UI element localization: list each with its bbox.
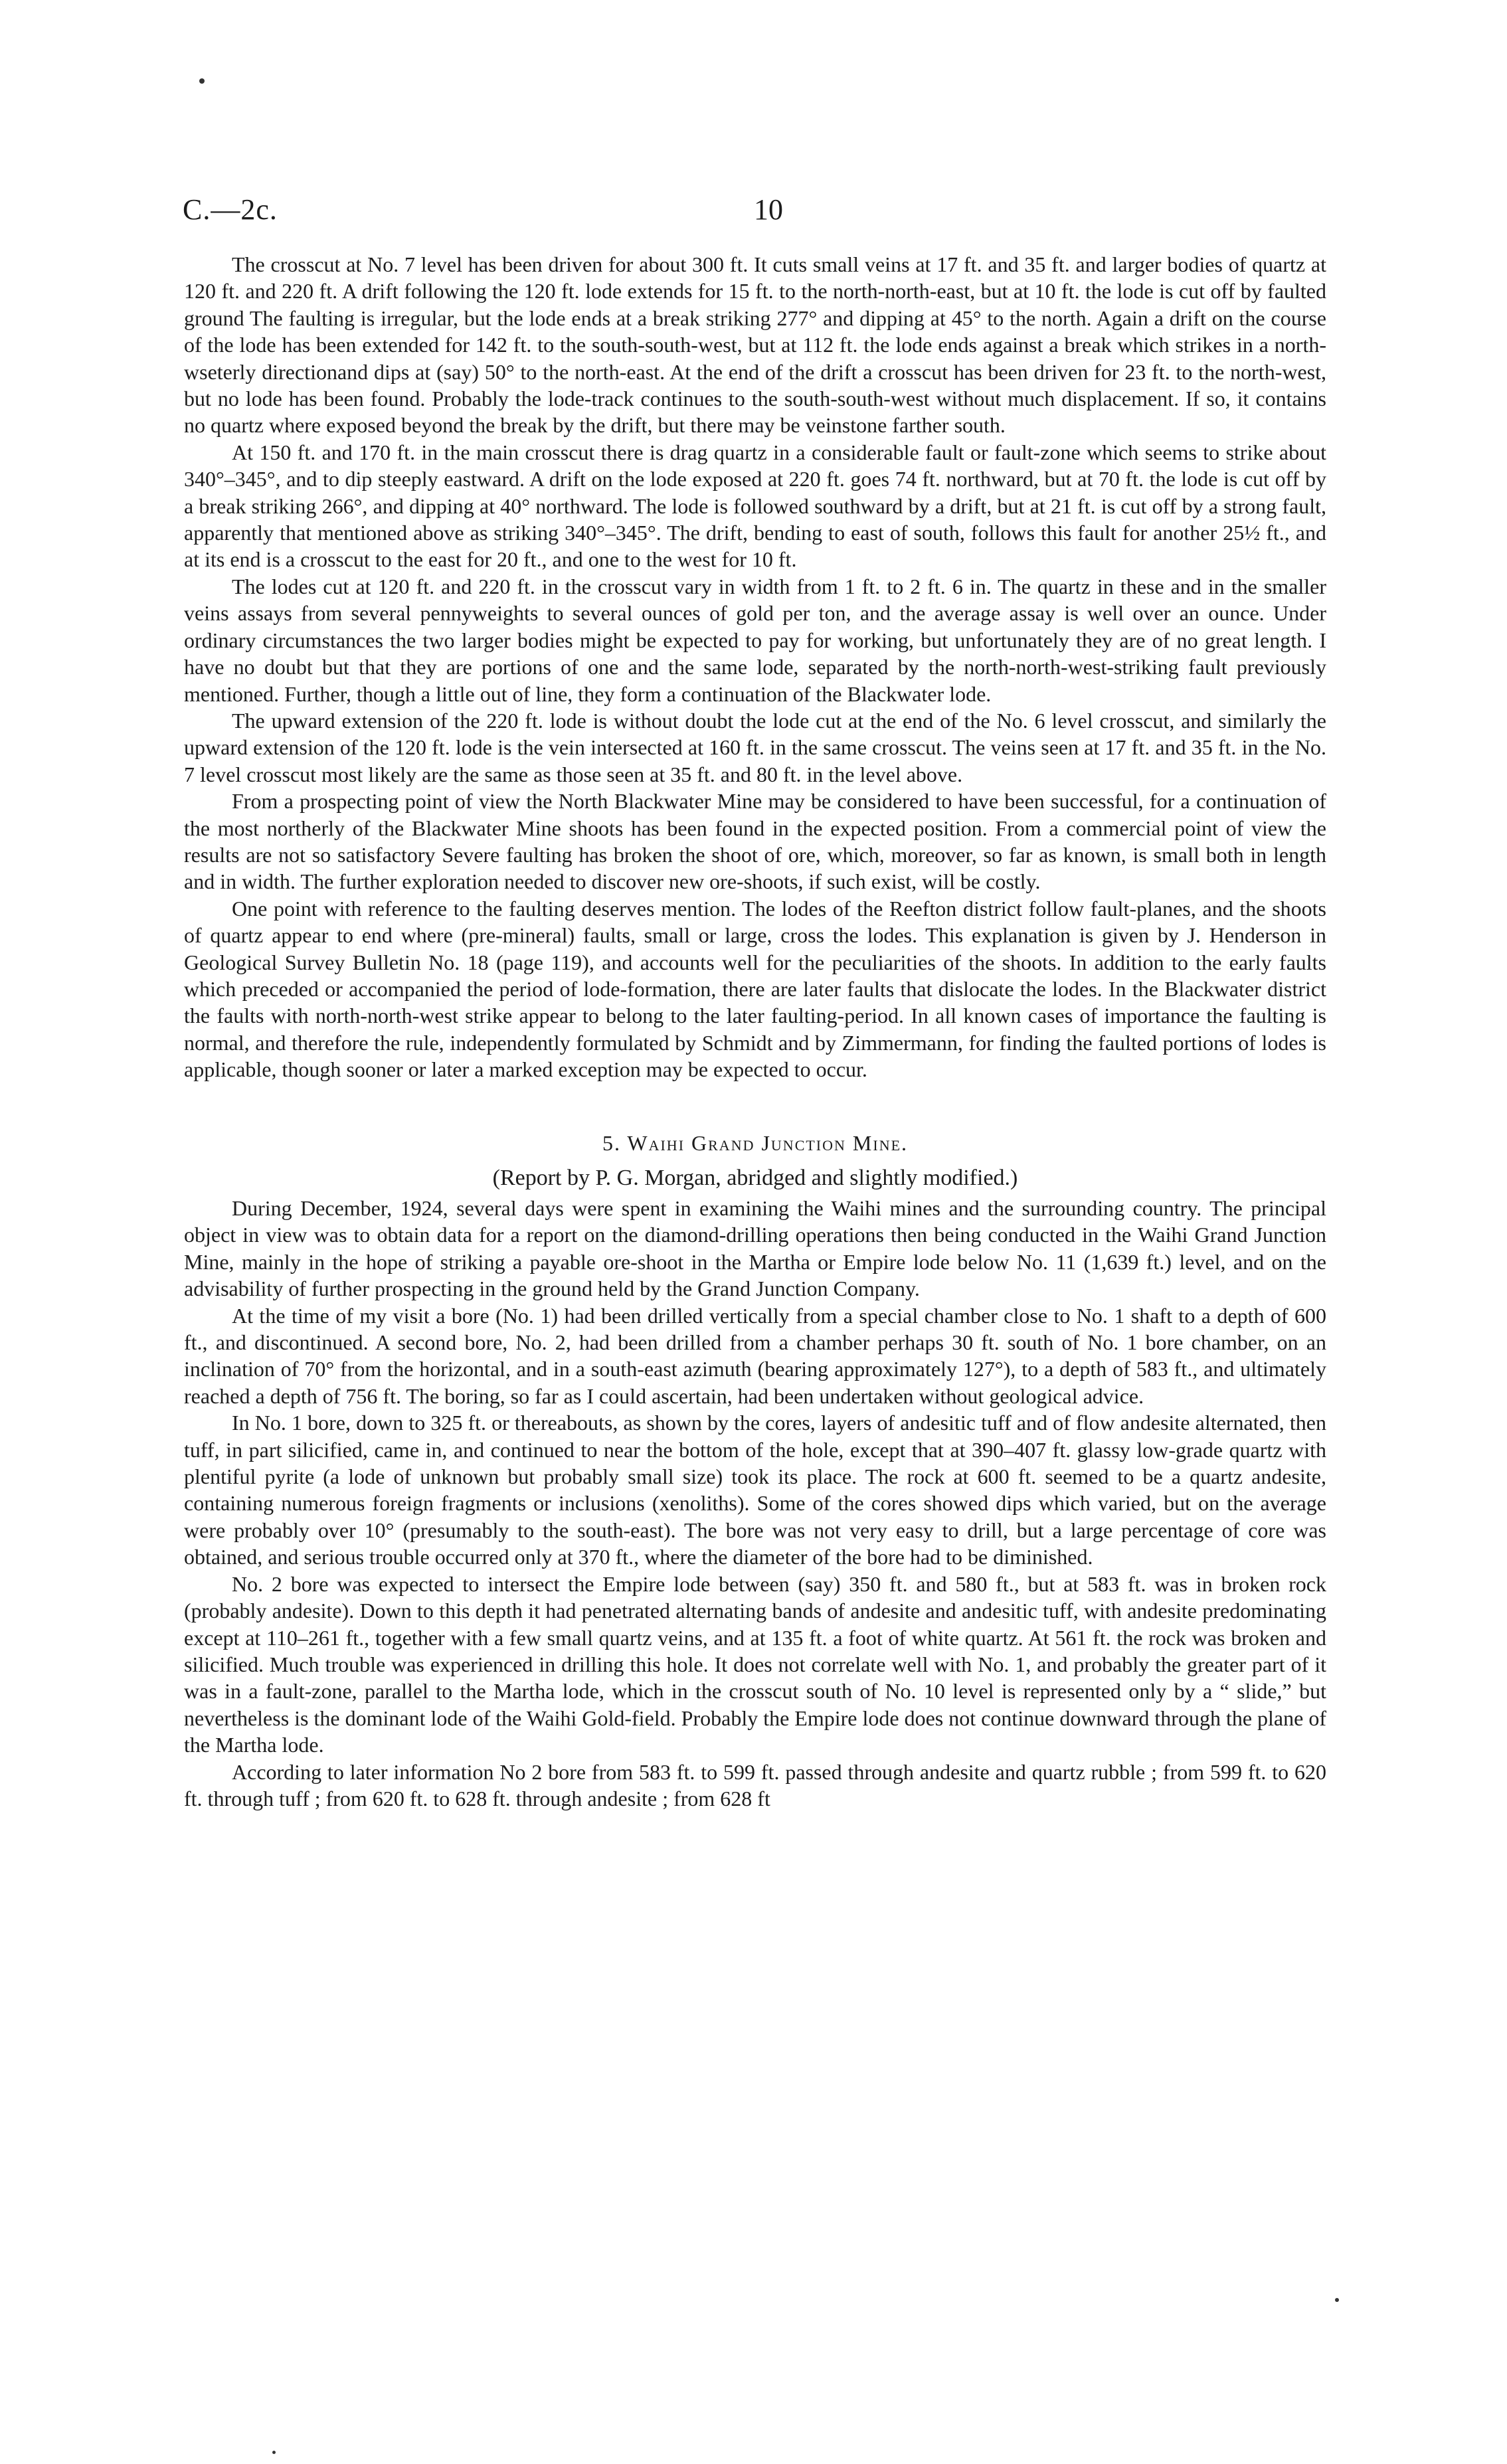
paragraph: During December, 1924, several days were spent in examining the Waihi mines and the surrounding country. The principal object in view was to obtain data for a report on the diamond-drilling operations then being conducted in the Waihi Grand Junction Mine, mainly in the hope of striking a payable ore-shoot in the Martha or Empire lode below No. 11 (1,639 ft.) level, and on the advisability of further prospecting in the ground held by the Grand Junction Company. [184, 1196, 1326, 1301]
paragraph: From a prospecting point of view the North Blackwater Mine may be considered to have been successful, for a continuation of the most northerly of the Blackwater Mine shoots has been found in the expected position. From a commercial point of view the results are not so satisfactory Severe faulting has broken the shoot of ore, which, moreover, so far as known, is small both in length and in width. The further exploration needed to discover new ore-shoots, if such exist, will be costly. [184, 789, 1326, 894]
section-title: 5. Waihi Grand Junction Mine. [602, 1130, 909, 1155]
paragraph: The crosscut at No. 7 level has been driven for about 300 ft. It cuts small veins at 17 ft. and 35 ft. and larger bodies of quartz at 120 ft. and 220 ft. A drift following the 120 ft. lode extends for 15 ft. to the north-north-east, but at 10 ft. the lode is cut off by faulted ground The faulting is irregular, but the lode ends at a break striking 277° and dipping at 45° to the north. Again a drift on the course of the lode has been extended for 142 ft. to the south-south-west, but at 112 ft. the lode ends against a break which strikes in a north-wseterly directionand dips at (say) 50° to the north-east. At the end of the drift a crosscut has been driven for 23 ft. to the north-west, but no lode has been found. Probably the lode-track continues to the south-south-west without much displacement. If so, it contains no quartz where exposed beyond the break by the drift, but there may be veinstone farther south. [184, 252, 1326, 438]
section-subtitle: (Report by P. G. Morgan, abridged and slightly modified.) [492, 1166, 1018, 1190]
paragraph: The upward extension of the 220 ft. lode is without doubt the lode cut at the end of the No. 6 level crosscut, and similarly the upward extension of the 120 ft. lode is the vein intersected at 160 ft. in the same crosscut. The veins seen at 17 ft. and 35 ft. in the No. 7 level crosscut most likely are the same as those seen at 35 ft. and 80 ft. in the level above. [184, 708, 1326, 786]
margin-dot-top [199, 78, 205, 84]
paragraph: One point with reference to the faulting deserves mention. The lodes of the Reefton district follow fault-planes, and the shoots of quartz appear to end where (pre-mineral) faults, small or large, cross the lodes. This explanation is given by J. Henderson in Geological Survey Bulletin No. 18 (page 119), and accounts well for the peculiarities of the shoots. In addition to the early faults which preceded or accompanied the period of lode-formation, there are later faults that dislocate the lodes. In the Blackwater district the faults with north-north-west strike appear to belong to the later faulting-period. In all known cases of importance the faulting is normal, and therefore the rule, independently formulated by Schmidt and by Zimmermann, for finding the faulted portions of lodes is applicable, though sooner or later a marked exception may be expected to occur. [184, 896, 1326, 1082]
paragraph: According to later information No 2 bore from 583 ft. to 599 ft. passed through andesite and quartz rubble ; from 599 ft. to 620 ft. through tuff ; from 620 ft. to 628 ft. through andesite ; from 628 ft [184, 1759, 1326, 1810]
margin-dot-bottom [272, 2451, 276, 2454]
page-header [183, 193, 1325, 246]
paragraph: No. 2 bore was expected to intersect the Empire lode between (say) 350 ft. and 580 ft., but at 583 ft. was in broken rock (probably andesite). Down to this depth it had penetrated alternating bands of andesite and andesitic tuff, with andesite predominating except at 110–261 ft., together with a few small quartz veins, and at 135 ft. a foot of white quartz. At 561 ft. the rock was broken and silicified. Much trouble was experienced in drilling this hole. It does not correlate well with No. 1, and probably the greater part of it was in a fault-zone, parallel to the Martha lode, which in the crosscut south of No. 10 level is represented only by a “ slide,” but nevertheless is the dominant lode of the Waihi Gold-field. Probably the Empire lode does not continue downward through the plane of the Martha lode. [184, 1571, 1326, 1757]
paragraph: At the time of my visit a bore (No. 1) had been drilled vertically from a special chamber close to No. 1 shaft to a depth of 600 ft., and discontinued. A second bore, No. 2, had been drilled from a chamber perhaps 30 ft. south of No. 1 bore chamber, on an inclination of 70° from the horizontal, and in a south-east azimuth (bearing approximately 127°), to a depth of 583 ft., and ultimately reached a depth of 756 ft. The boring, so far as I could ascertain, had been undertaken without geological advice. [184, 1303, 1326, 1408]
page-number: 10 [754, 193, 783, 226]
body-text [184, 251, 1326, 1812]
paragraph: At 150 ft. and 170 ft. in the main crosscut there is drag quartz in a considerable fault or fault-zone which seems to strike about 340°–345°, and to dip steeply eastward. A drift on the lode exposed at 220 ft. goes 74 ft. northward, but at 70 ft. the lode is cut off by a break striking 266°, and dipping at 40° northward. The lode is followed southward by a drift, but at 21 ft. is cut off by a strong fault, apparently that mentioned above as striking 340°–345°. The drift, bending to east of south, follows this fault for another 25½ ft., and at its end is a crosscut to the east for 20 ft., and one to the west for 10 ft. [184, 440, 1326, 572]
paragraph: In No. 1 bore, down to 325 ft. or thereabouts, as shown by the cores, layers of andesitic tuff and of flow andesite alternated, then tuff, in part silicified, came in, and continued to near the bottom of the hole, except that at 390–407 ft. glassy low-grade quartz with plentiful pyrite (a lode of unknown but probably small size) took its place. The rock at 600 ft. seemed to be a quartz andesite, containing numerous foreign fragments or inclusions (xenoliths). Some of the cores showed dips which varied, but on the average were probably over 10° (presumably to the south-east). The bore was not very easy to drill, but a large percentage of core was obtained, and serious trouble occurred only at 370 ft., where the diameter of the bore had to be diminished. [184, 1411, 1326, 1569]
document-reference: C.—2c. [183, 193, 278, 226]
margin-dot-right [1335, 2298, 1339, 2302]
paragraph: The lodes cut at 120 ft. and 220 ft. in the crosscut vary in width from 1 ft. to 2 ft. 6 in. The quartz in these and in the smaller veins assays from several pennyweights to several ounces of gold per ton, and the average assay is well over an ounce. Under ordinary circumstances the two larger bodies might be expected to pay for working, but unfortunately they are of no great length. I have no doubt but that they are portions of one and the same lode, separated by the north-north-west-striking fault previously mentioned. Further, though a little out of line, they form a continuation of the Blackwater lode. [184, 574, 1326, 706]
